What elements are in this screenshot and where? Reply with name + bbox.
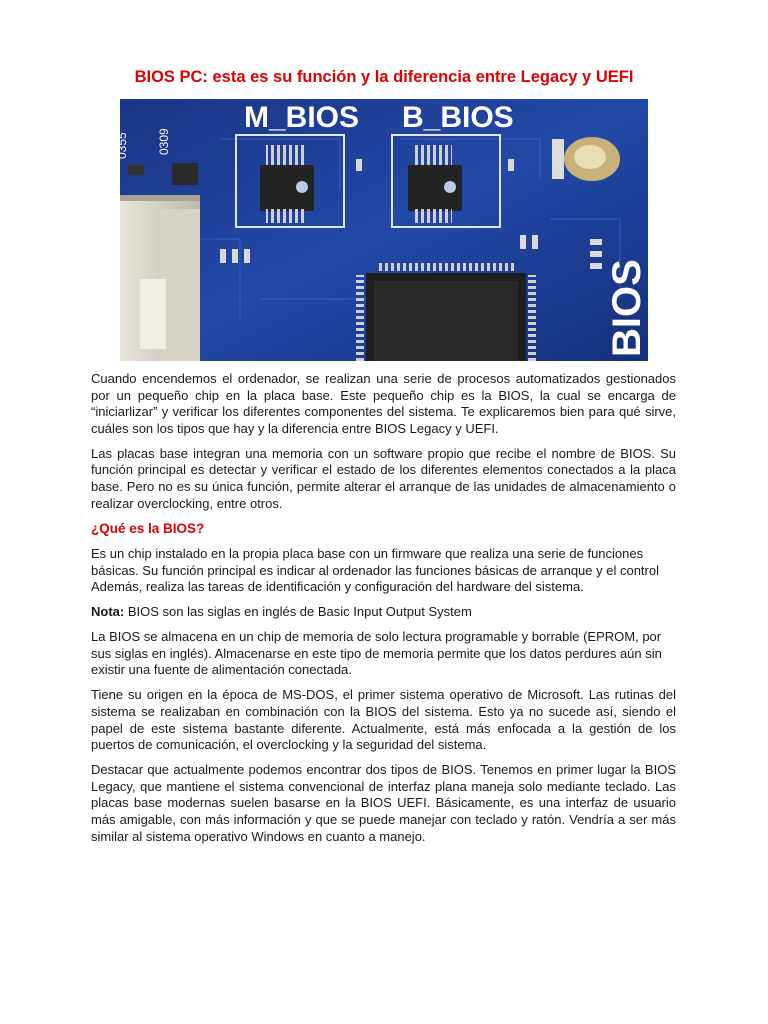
motherboard-illustration (115, 99, 649, 361)
paragraph-origin: Tiene su origen en la época de MS-DOS, el primer sistema operativo de Microsoft. Las rutinas del sistema se realizaban en combinación con la BIOS del sistema. Esto ya no sucede así, siendo el papel de este sistema bastante diferente. Actualmente, está más enfocada a la gestión de los puertos de comunicación, el overclocking y la seguridad del sistema. (91, 687, 676, 753)
code-label-2: 0309 (157, 128, 171, 155)
controller-chip (356, 263, 536, 361)
note-text: BIOS son las siglas en inglés de Basic Input Output System (124, 604, 472, 620)
bios-side-label: BIOS (605, 259, 649, 357)
document-title: BIOS PC: esta es su función y la diferencia entre Legacy y UEFI (134, 68, 634, 86)
note-label: Nota: (91, 604, 125, 620)
paragraph-types: Destacar que actualmente podemos encontrar dos tipos de BIOS. Tenemos en primer lugar la BIOS Legacy, que mantiene el sistema convencional de interfaz plana maneja solo mediante teclado. Las placas base modernas suelen basarse en la BIOS UEFI. Básicamente, es una interfaz de usuario más amigable, con más información y que se puede manejar con teclado y ratón. Vendría a ser más similar al sistema operativo Windows en cuanto a manejo. (91, 762, 676, 844)
paragraph-intro: Cuando encendemos el ordenador, se realizan una serie de procesos automatizados gestionados por un pequeño chip en la placa base. Este pequeño chip es la BIOS, la cual se encarga de “iniciarlizar” y verificar los diferentes componentes del sistema. Te explicaremos bien para qué sirve, cuáles son los tipos que hay y la diferencia entre BIOS Legacy y UEFI. (91, 371, 676, 436)
section-heading: ¿Qué es la BIOS? (91, 520, 205, 536)
paragraph-eprom: La BIOS se almacena en un chip de memoria de solo lectura programable y borrable (EPROM, por sus siglas en inglés). Almacenarse en este tipo de memoria permite que los datos perdures aún sin existir una fuente de alimentación conectada. (91, 629, 662, 678)
note-paragraph (91, 604, 676, 621)
code-label-1: 0355 (115, 132, 129, 159)
paragraph-definition: Es un chip instalado en la propia placa base con un firmware que realiza una serie de funciones básicas. Su función principal es indicar al ordenador las funciones básicas de arranque y el control Además, realiza las tareas de identificación y configuración del hardware del sistema. (91, 546, 659, 595)
paragraph-memory: Las placas base integran una memoria con un software propio que recibe el nombre de BIOS. Su función principal es detectar y verificar el estado de los diferentes elementos conectados a la placa base. Pero no es su única función, permite alterar el arranque de las unidades de almacenamiento o realizar overclocking, entre otros. (91, 445, 676, 511)
m-bios-label: M_BIOS (244, 101, 360, 134)
article-body (91, 371, 676, 854)
motherboard-photo (115, 99, 649, 361)
b-bios-label: B_BIOS (402, 101, 514, 134)
